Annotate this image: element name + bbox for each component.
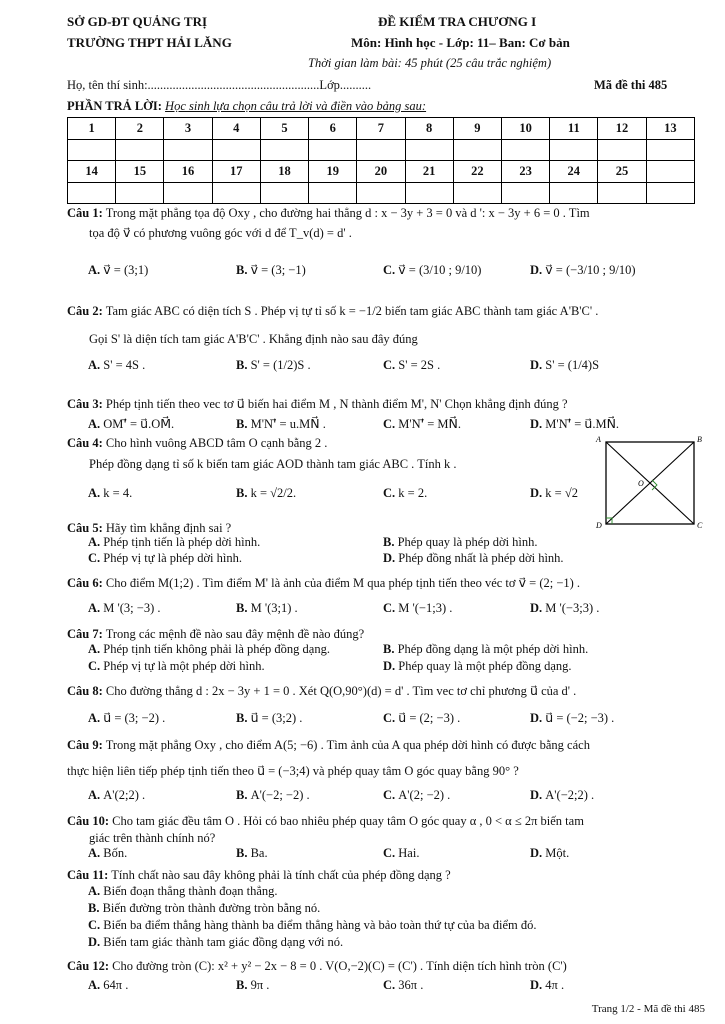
answer-cell-num	[646, 161, 694, 183]
answer-cell-blank[interactable]	[550, 139, 598, 161]
exam-title: ĐỀ KIỂM TRA CHƯƠNG I	[378, 14, 537, 29]
option-text: M'N'⃗ = u.MN⃗ .	[250, 417, 326, 431]
q8-option-b[interactable]: B. u⃗ = (3;2) .	[236, 711, 303, 725]
option-text: S' = 4S .	[103, 358, 146, 372]
q11-option-d[interactable]: D. Biến tam giác thành tam giác đồng dạng với nó.	[88, 935, 344, 949]
answer-section-heading	[67, 99, 426, 114]
q11-option-a[interactable]: A. Biến đoạn thẳng thành đoạn thẳng.	[88, 884, 278, 898]
answer-cell-blank[interactable]	[164, 139, 212, 161]
q1-option-b[interactable]: B. v⃗ = (3; −1)	[236, 263, 306, 277]
answer-cell-num: 5	[260, 118, 308, 140]
answer-cell-blank[interactable]	[598, 182, 646, 204]
option-text: Phép quay là một phép đồng dạng.	[398, 659, 572, 673]
answer-cell-blank[interactable]	[501, 139, 549, 161]
question-text: Trong các mệnh đề nào sau đây mệnh đề nào đúng?	[105, 627, 365, 641]
answer-cell-num: 2	[116, 118, 164, 140]
q6-option-d[interactable]: D. M '(−3;3) .	[530, 601, 600, 615]
school-name: TRƯỜNG THPT HẢI LĂNG	[67, 35, 232, 50]
answer-cell-num: 13	[646, 118, 694, 140]
option-text: Phép tịnh tiến là phép dời hình.	[103, 535, 261, 549]
answer-cell-blank[interactable]	[116, 182, 164, 204]
question-number: Câu 12:	[67, 959, 110, 973]
answer-section-label: PHẦN TRẢ LỜI:	[67, 99, 162, 113]
page-footer: Trang 1/2 - Mã đề thi 485	[591, 1003, 705, 1015]
q7-option-c[interactable]: C. Phép vị tự là một phép dời hình.	[88, 659, 265, 673]
q2-option-b[interactable]: B. S' = (1/2)S .	[236, 358, 311, 372]
label-d: D	[596, 521, 602, 530]
q8-option-d[interactable]: D. u⃗ = (−2; −3) .	[530, 711, 615, 725]
answer-cell-num: 11	[550, 118, 598, 140]
answer-table	[67, 117, 695, 204]
answer-number-row	[68, 118, 695, 140]
question-4-cont: Phép đồng dạng tỉ số k biến tam giác AOD thành tam giác ABC . Tính k .	[89, 457, 457, 471]
option-text: k = 4.	[103, 486, 133, 500]
question-number: Câu 3:	[67, 397, 103, 411]
answer-cell-num: 16	[164, 161, 212, 183]
question-1-cont: tọa độ v⃗ có phương vuông góc với d để T_v(d) = d' .	[89, 226, 352, 240]
option-text: u⃗ = (−2; −3) .	[545, 711, 615, 725]
answer-blank-row	[68, 182, 695, 204]
option-text: Bốn.	[103, 846, 128, 860]
answer-cell-num: 7	[357, 118, 405, 140]
answer-cell-blank[interactable]	[357, 139, 405, 161]
question-9-cont: thực hiện liên tiếp phép tịnh tiến theo u⃗ = (−3;4) và phép quay tâm O góc quay bằng 90° ?	[67, 764, 519, 778]
answer-blank-row	[68, 139, 695, 161]
answer-cell-num: 3	[164, 118, 212, 140]
q9-option-a[interactable]: A. A'(2;2) .	[88, 788, 146, 802]
answer-cell-blank[interactable]	[405, 182, 453, 204]
q6-option-c[interactable]: C. M '(−1;3) .	[383, 601, 453, 615]
answer-cell-blank[interactable]	[646, 182, 694, 204]
answer-number-row	[68, 161, 695, 183]
question-text: Cho điểm M(1;2) . Tìm điểm M' là ảnh của điểm M qua phép tịnh tiến theo véc tơ v⃗ = (2; −1) .	[105, 576, 581, 590]
q7-option-a[interactable]: A. Phép tịnh tiến không phải là phép đồng dạng.	[88, 642, 330, 656]
q12-option-a[interactable]: A. 64π .	[88, 978, 129, 992]
answer-cell-blank[interactable]	[260, 182, 308, 204]
answer-cell-num: 6	[309, 118, 357, 140]
q1-option-a[interactable]: A. v⃗ = (3;1)	[88, 263, 149, 277]
question-number: Câu 11:	[67, 868, 109, 882]
answer-cell-num: 1	[68, 118, 116, 140]
q6-option-b[interactable]: B. M '(3;1) .	[236, 601, 298, 615]
subject-line: Môn: Hình học - Lớp: 11– Ban: Cơ bản	[351, 35, 570, 50]
q4-option-c[interactable]: C. k = 2.	[383, 486, 428, 500]
option-text: u⃗ = (2; −3) .	[398, 711, 461, 725]
answer-cell-num: 25	[598, 161, 646, 183]
q8-option-c[interactable]: C. u⃗ = (2; −3) .	[383, 711, 461, 725]
option-text: Biến tam giác thành tam giác đồng dạng với nó.	[103, 935, 344, 949]
question-text: Trong mặt phẳng Oxy , cho điểm A(5; −6) . Tìm ảnh của A qua phép dời hình có được bằng cách	[105, 738, 590, 752]
answer-cell-blank[interactable]	[453, 139, 501, 161]
q4-option-d[interactable]: D. k = √2	[530, 486, 578, 500]
exam-code: Mã đề thi 485	[594, 78, 668, 92]
question-7	[67, 626, 707, 643]
option-text: k = √2/2.	[250, 486, 297, 500]
option-text: v⃗ = (3; −1)	[250, 263, 306, 277]
question-text: Cho tam giác đều tâm O . Hỏi có bao nhiêu phép quay tâm O góc quay α , 0 < α ≤ 2π biến tam	[112, 814, 584, 828]
question-text: Tính chất nào sau đây không phải là tính chất của phép đồng dạng ?	[111, 868, 451, 882]
q9-option-c[interactable]: C. A'(2; −2) .	[383, 788, 451, 802]
option-text: Hai.	[398, 846, 420, 860]
answer-cell-blank[interactable]	[309, 182, 357, 204]
option-text: Phép đồng dạng là một phép dời hình.	[397, 642, 589, 656]
answer-cell-blank[interactable]	[212, 139, 260, 161]
answer-cell-blank[interactable]	[550, 182, 598, 204]
q12-option-b[interactable]: B. 9π .	[236, 978, 270, 992]
question-12	[67, 958, 707, 975]
q4-option-a[interactable]: A. k = 4.	[88, 486, 133, 500]
option-text: Biến ba điểm thẳng hàng thành ba điểm thẳng hàng và bảo toàn thứ tự của ba điểm đó.	[103, 918, 537, 932]
answer-cell-num: 21	[405, 161, 453, 183]
question-number: Câu 7:	[67, 627, 103, 641]
q2-option-c[interactable]: C. S' = 2S .	[383, 358, 441, 372]
q6-option-a[interactable]: A. M '(3; −3) .	[88, 601, 161, 615]
answer-cell-num: 4	[212, 118, 260, 140]
question-number: Câu 2:	[67, 304, 103, 318]
option-text: M '(−3;3) .	[545, 601, 600, 615]
answer-section-instruction: Học sinh lựa chọn câu trả lời và điền vào bảng sau:	[165, 99, 427, 113]
question-2-cont: Gọi S' là diện tích tam giác A'B'C' . Khẳng định nào sau đây đúng	[89, 332, 418, 346]
question-3	[67, 396, 707, 413]
q7-option-d[interactable]: D. Phép quay là một phép đồng dạng.	[383, 659, 572, 673]
answer-cell-blank[interactable]	[116, 139, 164, 161]
q1-option-d[interactable]: D. v⃗ = (−3/10 ; 9/10)	[530, 263, 636, 277]
answer-cell-blank[interactable]	[260, 139, 308, 161]
q5-option-c[interactable]: C. Phép vị tự là phép dời hình.	[88, 551, 243, 565]
q10-option-d[interactable]: D. Một.	[530, 846, 570, 860]
option-text: A'(2; −2) .	[398, 788, 451, 802]
answer-cell-blank[interactable]	[68, 182, 116, 204]
q10-option-a[interactable]: A. Bốn.	[88, 846, 128, 860]
option-text: k = √2	[545, 486, 578, 500]
option-text: v⃗ = (3/10 ; 9/10)	[398, 263, 482, 277]
q10-option-c[interactable]: C. Hai.	[383, 846, 420, 860]
answer-cell-num: 19	[309, 161, 357, 183]
option-text: u⃗ = (3; −2) .	[103, 711, 166, 725]
option-text: A'(2;2) .	[103, 788, 146, 802]
option-text: M '(−1;3) .	[398, 601, 453, 615]
question-text: Phép tịnh tiến theo vec tơ u⃗ biến hai điểm M , N thành điểm M', N' Chọn khẳng định đúng ?	[105, 397, 568, 411]
q2-option-d[interactable]: D. S' = (1/4)S	[530, 358, 600, 372]
option-text: Biến đoạn thẳng thành đoạn thẳng.	[103, 884, 278, 898]
question-number: Câu 1:	[67, 206, 103, 220]
option-text: Biến đường tròn thành đường tròn bằng nó.	[102, 901, 321, 915]
label-c: C	[697, 521, 703, 530]
option-text: Phép quay là phép dời hình.	[397, 535, 538, 549]
answer-cell-blank[interactable]	[646, 139, 694, 161]
answer-cell-num: 20	[357, 161, 405, 183]
q3-option-d[interactable]: D. M'N'⃗ = u⃗.MN⃗.	[530, 417, 620, 431]
question-8	[67, 683, 707, 700]
option-text: 4π .	[545, 978, 565, 992]
option-text: M '(3; −3) .	[103, 601, 161, 615]
option-text: Phép tịnh tiến không phải là phép đồng dạng.	[103, 642, 330, 656]
question-number: Câu 10:	[67, 814, 110, 828]
option-text: S' = 2S .	[398, 358, 441, 372]
q4-option-b[interactable]: B. k = √2/2.	[236, 486, 297, 500]
option-text: M '(3;1) .	[250, 601, 298, 615]
answer-cell-num: 22	[453, 161, 501, 183]
question-number: Câu 6:	[67, 576, 103, 590]
option-text: M'N'⃗ = MN⃗.	[398, 417, 462, 431]
option-text: Phép vị tự là phép dời hình.	[103, 551, 243, 565]
question-11	[67, 867, 707, 884]
q2-option-a[interactable]: A. S' = 4S .	[88, 358, 146, 372]
duration-line: Thời gian làm bài: 45 phút (25 câu trắc nghiệm)	[308, 56, 552, 70]
option-text: Phép đồng nhất là phép dời hình.	[398, 551, 564, 565]
option-text: Phép vị tự là một phép dời hình.	[103, 659, 265, 673]
question-text: Hãy tìm khẳng định sai ?	[105, 521, 232, 535]
q11-option-c[interactable]: C. Biến ba điểm thẳng hàng thành ba điểm thẳng hàng và bảo toàn thứ tự của ba điểm đó.	[88, 918, 537, 932]
answer-cell-blank[interactable]	[501, 182, 549, 204]
q10-option-b[interactable]: B. Ba.	[236, 846, 268, 860]
label-a: A	[596, 435, 601, 444]
answer-cell-num: 10	[501, 118, 549, 140]
answer-cell-blank[interactable]	[309, 139, 357, 161]
q12-option-c[interactable]: C. 36π .	[383, 978, 424, 992]
option-text: v⃗ = (3;1)	[103, 263, 149, 277]
q1-option-c[interactable]: C. v⃗ = (3/10 ; 9/10)	[383, 263, 482, 277]
answer-cell-num: 15	[116, 161, 164, 183]
question-number: Câu 5:	[67, 521, 103, 535]
answer-cell-num: 18	[260, 161, 308, 183]
answer-cell-num: 23	[501, 161, 549, 183]
question-number: Câu 8:	[67, 684, 103, 698]
q5-option-b[interactable]: B. Phép quay là phép dời hình.	[383, 535, 538, 549]
option-text: A'(−2; −2) .	[250, 788, 310, 802]
option-text: v⃗ = (−3/10 ; 9/10)	[545, 263, 636, 277]
answer-cell-blank[interactable]	[598, 139, 646, 161]
option-text: OM'⃗ = u⃗.OM⃗.	[103, 417, 175, 431]
question-text: Cho đường thẳng d : 2x − 3y + 1 = 0 . Xét Q(O,90°)(d) = d' . Tìm vec tơ chỉ phương u⃗ của d' .	[105, 684, 577, 698]
option-text: 64π .	[103, 978, 129, 992]
answer-cell-blank[interactable]	[212, 182, 260, 204]
answer-cell-blank[interactable]	[405, 139, 453, 161]
q3-option-a[interactable]: A. OM'⃗ = u⃗.OM⃗.	[88, 417, 175, 431]
student-line: Họ, tên thí sinh:.......................................................Lớp..........	[67, 78, 372, 92]
square-figure	[594, 434, 706, 530]
option-text: M'N'⃗ = u⃗.MN⃗.	[545, 417, 620, 431]
q8-option-a[interactable]: A. u⃗ = (3; −2) .	[88, 711, 166, 725]
question-number: Câu 9:	[67, 738, 103, 752]
q5-option-d[interactable]: D. Phép đồng nhất là phép dời hình.	[383, 551, 564, 565]
answer-cell-num: 9	[453, 118, 501, 140]
question-text: Tam giác ABC có diện tích S . Phép vị tự tỉ số k = −1/2 biến tam giác ABC thành tam giác A'B'C' .	[105, 304, 599, 318]
answer-cell-blank[interactable]	[453, 182, 501, 204]
label-b: B	[697, 435, 702, 444]
option-text: u⃗ = (3;2) .	[250, 711, 303, 725]
q3-option-c[interactable]: C. M'N'⃗ = MN⃗.	[383, 417, 462, 431]
option-text: 9π .	[250, 978, 270, 992]
q3-option-b[interactable]: B. M'N'⃗ = u.MN⃗ .	[236, 417, 326, 431]
answer-cell-blank[interactable]	[357, 182, 405, 204]
answer-cell-num: 12	[598, 118, 646, 140]
question-text: Cho đường tròn (C): x² + y² − 2x − 8 = 0 . V(O,−2)(C) = (C') . Tính diện tích hình tròn (C')	[112, 959, 567, 973]
option-text: k = 2.	[398, 486, 428, 500]
question-9	[67, 737, 707, 754]
q9-option-b[interactable]: B. A'(−2; −2) .	[236, 788, 310, 802]
question-number: Câu 4:	[67, 436, 103, 450]
q11-option-b[interactable]: B. Biến đường tròn thành đường tròn bằng nó.	[88, 901, 321, 915]
option-text: Một.	[545, 846, 570, 860]
answer-cell-num: 24	[550, 161, 598, 183]
label-o: O	[638, 479, 644, 488]
option-text: S' = (1/2)S .	[250, 358, 311, 372]
question-2	[67, 303, 707, 320]
q12-option-d[interactable]: D. 4π .	[530, 978, 565, 992]
question-10	[67, 813, 707, 830]
question-10-cont: giác trên thành chính nó?	[89, 831, 216, 845]
question-6	[67, 575, 707, 592]
answer-cell-blank[interactable]	[164, 182, 212, 204]
option-text: S' = (1/4)S	[545, 358, 600, 372]
q7-option-b[interactable]: B. Phép đồng dạng là một phép dời hình.	[383, 642, 589, 656]
question-1	[67, 205, 707, 222]
answer-cell-num: 8	[405, 118, 453, 140]
question-text: Trong mặt phẳng tọa độ Oxy , cho đường hai thẳng d : x − 3y + 3 = 0 và d ': x − 3y + 6 = 0 . Tìm	[105, 206, 590, 220]
q9-option-d[interactable]: D. A'(−2;2) .	[530, 788, 595, 802]
option-text: A'(−2;2) .	[545, 788, 595, 802]
answer-cell-num: 14	[68, 161, 116, 183]
answer-cell-blank[interactable]	[68, 139, 116, 161]
option-text: 36π .	[398, 978, 424, 992]
dept-name: SỞ GD-ĐT QUẢNG TRỊ	[67, 14, 208, 29]
question-text: Cho hình vuông ABCD tâm O cạnh bằng 2 .	[105, 436, 328, 450]
answer-cell-num: 17	[212, 161, 260, 183]
option-text: Ba.	[250, 846, 268, 860]
q5-option-a[interactable]: A. Phép tịnh tiến là phép dời hình.	[88, 535, 261, 549]
